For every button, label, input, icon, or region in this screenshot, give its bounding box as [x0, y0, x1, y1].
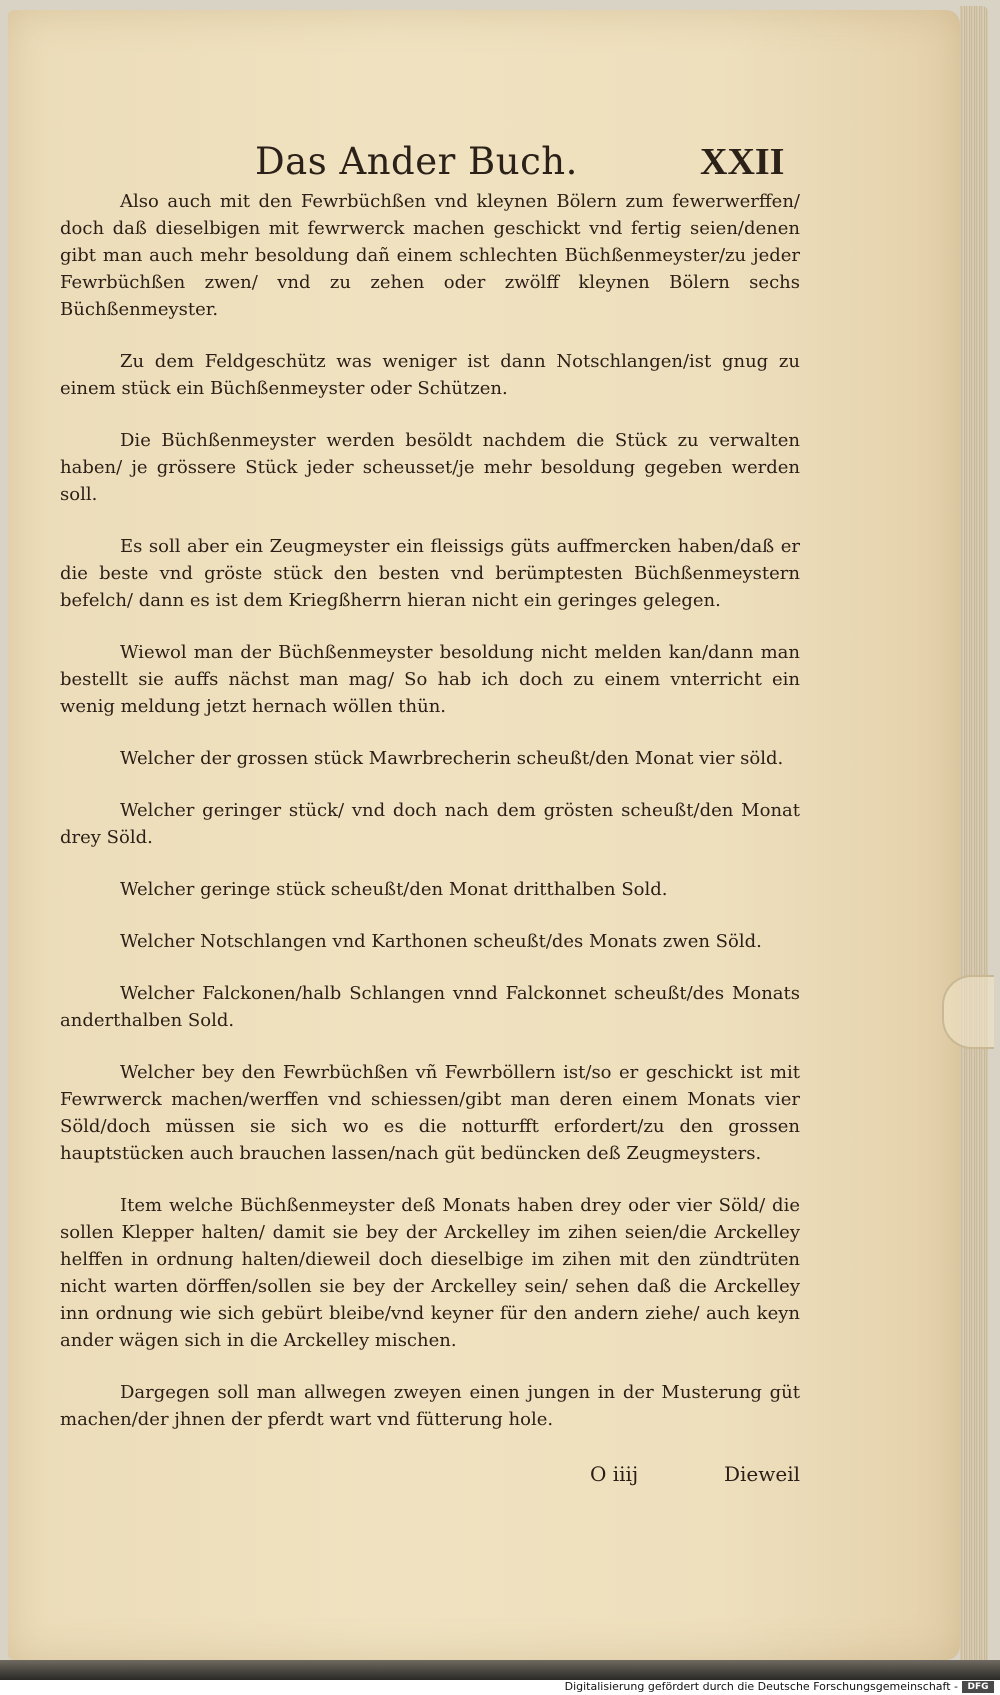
folio-number: XXII: [700, 141, 785, 183]
body-text: [60, 188, 800, 1458]
funding-credit: Digitalisierung gefördert durch die Deutsche Forschungsgemeinschaft -: [564, 1680, 958, 1693]
paragraph: Wiewol man der Büchßenmeyster besoldung nicht melden kan/dann man bestellt sie auffs nächst man mag/ So hab ich doch zu einem vnterricht ein wenig meldung jetzt hernach wöllen thün.: [60, 642, 800, 717]
dfg-logo: DFG: [962, 1681, 994, 1693]
paragraph: Die Büchßenmeyster werden besöldt nachdem die Stück zu verwalten haben/ je grössere Stück jeder scheusset/je mehr besoldung gegeben werden soll.: [60, 430, 800, 505]
running-header: Das Ander Buch.: [255, 140, 578, 183]
paragraph: Welcher bey den Fewrbüchßen vñ Fewrböllern ist/so er geschickt ist mit Fewrwerck machen/werffen vnd schiessen/gibt man deren einem Monats vier Söld/doch müssen sie sich wo es die notturfft erfordert/zu den grossen hauptstücken auch brauchen lassen/nach güt bedüncken deß Zeugmeysters.: [60, 1062, 800, 1164]
paragraph: Welcher der grossen stück Mawrbrecherin scheußt/den Monat vier söld.: [120, 748, 784, 769]
paragraph: Zu dem Feldgeschütz was weniger ist dann Notschlangen/ist gnug zu einem stück ein Büchßenmeyster oder Schützen.: [60, 351, 800, 399]
page-footer-line: [590, 1462, 800, 1486]
paragraph: Welcher Falckonen/halb Schlangen vnnd Falckonnet scheußt/des Monats anderthalben Sold.: [60, 983, 800, 1031]
bottom-shadow: [0, 1660, 1000, 1680]
paragraph: Welcher geringe stück scheußt/den Monat dritthalben Sold.: [120, 879, 668, 900]
paragraph: Also auch mit den Fewrbüchßen vnd kleynen Bölern zum fewerwerffen/ doch daß dieselbigen mit fewrwerck machen geschickt vnd fertig seien/denen gibt man auch mehr besoldung dañ einem schlechten Büchßenmeyster/zu jeder Fewrbüchßen zwen/ vnd zu zehen oder zwölff kleynen Bölern sechs Büchßenmeyster.: [60, 191, 800, 320]
paragraph: Es soll aber ein Zeugmeyster ein fleissigs güts auffmercken haben/daß er die beste vnd gröste stück den besten vnd berümptesten Büchßenmeystern befelch/ dann es ist dem Kriegßherrn hieran nicht ein geringes gelegen.: [60, 536, 800, 611]
page-tab-marker: [942, 975, 994, 1049]
paragraph: Welcher Notschlangen vnd Karthonen scheußt/des Monats zwen Söld.: [120, 931, 762, 952]
paragraph: Item welche Büchßenmeyster deß Monats haben drey oder vier Söld/ die sollen Klepper halten/ damit sie bey der Arckelley im zihen seien/die Arckelley helffen in ordnung halten/dieweil doch dieselbige im zihen mit den zündtrüten nicht warten dörffen/sollen sie bey der Arckelley sein/ sehen daß die Arckelley inn ordnung wie sich gebürt bleibe/vnd keyner für den andern ziehe/ auch keyn ander wägen sich in die Arckelley mischen.: [60, 1195, 800, 1351]
catchword: Dieweil: [723, 1462, 800, 1486]
paragraph: Welcher geringer stück/ vnd doch nach dem grösten scheußt/den Monat drey Söld.: [60, 800, 800, 848]
signature-mark: O iiij: [590, 1462, 639, 1486]
paragraph: Dargegen soll man allwegen zweyen einen jungen in der Musterung güt machen/der jhnen der pferdt wart vnd fütterung hole.: [60, 1382, 800, 1430]
page-fore-edge: [960, 6, 988, 1666]
digitization-footer: [0, 1680, 1000, 1695]
